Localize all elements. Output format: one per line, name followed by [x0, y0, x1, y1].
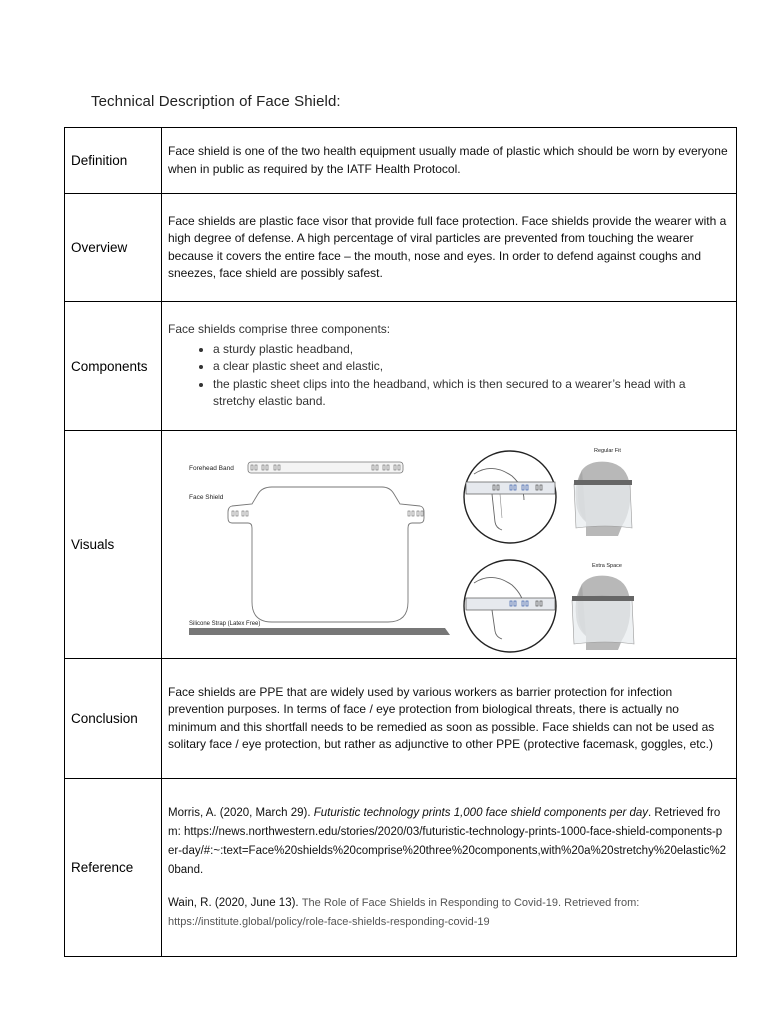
row-conclusion [65, 659, 737, 779]
ref2-rest: The Role of Face Shields in Responding to Covid-19. Retrieved from: https://institute.global/policy/role-face-shields-responding-covid-19 [168, 896, 640, 928]
overview-text: Face shields are plastic face visor that provide full face protection. Face shields provide the wearer with a high degree of defense. A high percentage of viral particles are prevented from touching the wearer because it covers the entire face – the mouth, nose and eyes. In order to defend against coughs and sneezes, face shield are possibly safest. [162, 194, 737, 302]
silicone-strap [189, 628, 450, 635]
face-shield-sheet [228, 487, 424, 622]
components-list [168, 341, 728, 411]
description-table [64, 127, 737, 957]
forehead-band-label: Forehead Band [189, 464, 234, 472]
face-shield-label: Face Shield [189, 493, 224, 501]
row-components [65, 302, 737, 431]
list-item: • the plastic sheet clips into the headband, which is then secured to a wearer’s head with a stretchy elastic band. [213, 376, 728, 411]
detail-circle-bottom [464, 560, 556, 652]
page-title: Technical Description of Face Shield: [91, 93, 341, 110]
ref2-author: Wain, R. (2020, June 13). [168, 896, 302, 909]
label-definition: Definition [65, 128, 162, 194]
label-visuals: Visuals [65, 431, 162, 659]
face-shield-diagram [162, 432, 742, 658]
regular-fit-label: Regular Fit [594, 447, 621, 454]
list-item: • a clear plastic sheet and elastic, [213, 358, 728, 376]
label-overview: Overview [65, 194, 162, 302]
reference-1 [168, 804, 728, 880]
definition-text: Face shield is one of the two health equipment usually made of plastic which should be worn by everyone when in public as required by the IATF Health Protocol. [162, 128, 737, 194]
head-regular-fit [574, 461, 632, 535]
label-conclusion: Conclusion [65, 659, 162, 779]
components-intro: Face shields comprise three components: [168, 322, 391, 337]
row-reference [65, 779, 737, 957]
reference-2 [168, 894, 728, 932]
row-overview [65, 194, 737, 302]
silicone-strap-label: Silicone Strap (Latex Free) [189, 620, 261, 627]
head-extra-space [572, 575, 634, 649]
row-visuals [65, 431, 737, 659]
detail-circle-top [464, 451, 556, 543]
conclusion-text: Face shields are PPE that are widely used by various workers as barrier protection for infection prevention purposes. In terms of face / eye protection from biological threats, there is actually no minimum and this shortfall needs to be remedied as soon as possible. Face shields can not be used as solitary face / eye protection, but rather as adjunctive to other PPE (protective facemask, goggles, etc.) [162, 659, 737, 779]
components-cell [162, 302, 737, 431]
extra-space-label: Extra Space [592, 562, 622, 569]
list-item: • a sturdy plastic headband, [213, 341, 728, 359]
visuals-cell [162, 431, 737, 659]
ref1-author: Morris, A. (2020, March 29). [168, 806, 314, 819]
ref1-tail: . Retrieved from: https://news.northwestern.edu/stories/2020/03/futuristic-technology-prints-1000-face-shield-components-per-day/#:~:text=Face%20shields%20comprise%20three%20components,with%20a%20stretchy%20elastic%20band. [168, 806, 727, 876]
forehead-band [248, 462, 403, 473]
reference-cell [162, 779, 737, 957]
label-components: Components [65, 302, 162, 431]
row-definition [65, 128, 737, 194]
label-reference: Reference [65, 779, 162, 957]
ref1-title: Futuristic technology prints 1,000 face shield components per day [313, 806, 649, 819]
